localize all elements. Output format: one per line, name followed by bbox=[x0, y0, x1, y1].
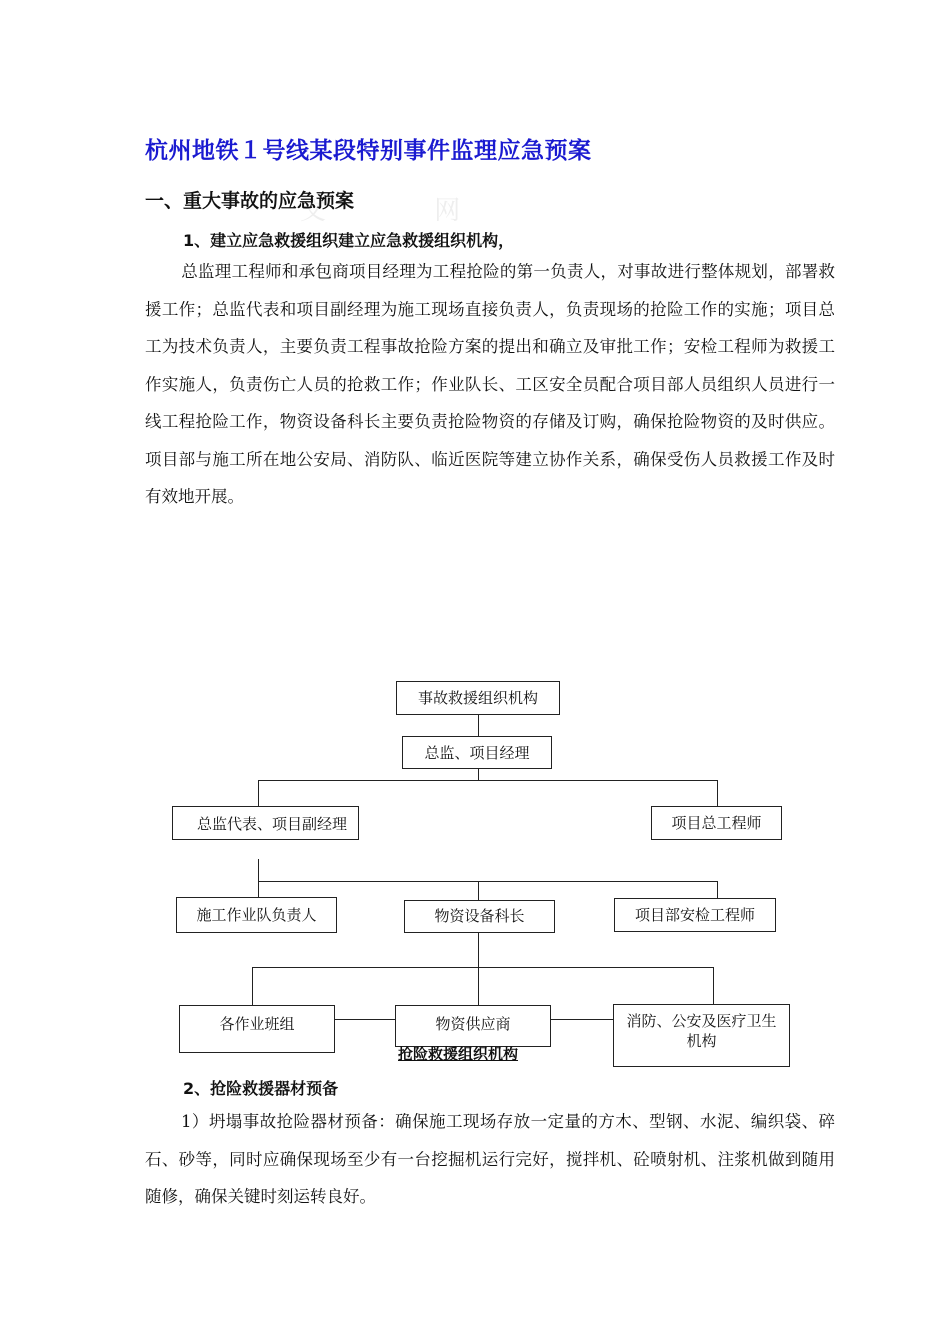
connector bbox=[258, 881, 718, 882]
connector bbox=[478, 932, 479, 1006]
paragraph-2: 1）坍塌事故抢险器材预备：确保施工现场存放一定量的方木、型钢、水泥、编织袋、碎石、砂等，同时应确保现场至少有一台挖掘机运行完好，搅拌机、砼喷射机、注浆机做到随用随修，确保关键时刻运转良好。 bbox=[145, 1112, 835, 1206]
document-title: 杭州地铁１号线某段特别事件监理应急预案 bbox=[145, 138, 592, 164]
subsection-heading-1: 1、建立应急救援组织建立应急救援组织机构， bbox=[183, 231, 515, 250]
subsection-heading-2: 2、抢险救援器材预备 bbox=[183, 1079, 339, 1098]
org-node-emergency-services: 消防、公安及医疗卫生机构 bbox=[613, 1004, 790, 1067]
connector bbox=[478, 881, 479, 900]
connector bbox=[717, 780, 718, 806]
section-heading: 一、重大事故的应急预案 bbox=[145, 190, 355, 212]
org-node-supplier: 物资供应商 bbox=[395, 1005, 551, 1047]
connector bbox=[550, 1019, 614, 1020]
connector bbox=[252, 967, 253, 1006]
connector bbox=[717, 881, 718, 898]
connector bbox=[252, 967, 714, 968]
org-node-level1: 总监、项目经理 bbox=[402, 736, 552, 769]
org-node-work-groups: 各作业班组 bbox=[179, 1005, 335, 1053]
connector bbox=[478, 768, 479, 780]
org-node-team-lead: 施工作业队负责人 bbox=[176, 897, 337, 933]
watermark: 文 网 bbox=[300, 196, 511, 226]
connector bbox=[258, 881, 259, 897]
org-node-safety-engineer: 项目部安检工程师 bbox=[614, 898, 776, 932]
connector bbox=[258, 780, 259, 806]
paragraph-1: 总监理工程师和承包商项目经理为工程抢险的第一负责人，对事故进行整体规划，部署救援工作；总监代表和项目副经理为施工现场直接负责人，负责现场的抢险工作的实施；项目总工为技术负责人，主要负责工程事故抢险方案的提出和确立及审批工作；安检工程师为救援工作实施人，负责伤亡人员的抢救工作；作业队长、工区安全员配合项目部人员组织人员进行一线工程抢险工作，物资设备科长主要负责抢险物资的存储及订购，确保抢险物资的及时供应。项目部与施工所在地公安局、消防队、临近医院等建立协作关系，确保受伤人员救援工作及时有效地开展。 bbox=[145, 262, 835, 506]
org-node-root: 事故救援组织机构 bbox=[396, 681, 560, 715]
connector bbox=[478, 714, 479, 736]
connector bbox=[334, 1019, 396, 1020]
connector bbox=[258, 780, 718, 781]
org-node-deputy: 总监代表、项目副经理 bbox=[172, 806, 359, 840]
org-chart-caption: 抢险救援组织机构 bbox=[398, 1045, 519, 1063]
org-node-materials-chief: 物资设备科长 bbox=[404, 900, 555, 933]
connector bbox=[258, 859, 259, 881]
org-node-chief-engineer: 项目总工程师 bbox=[651, 806, 782, 840]
connector bbox=[713, 967, 714, 1005]
